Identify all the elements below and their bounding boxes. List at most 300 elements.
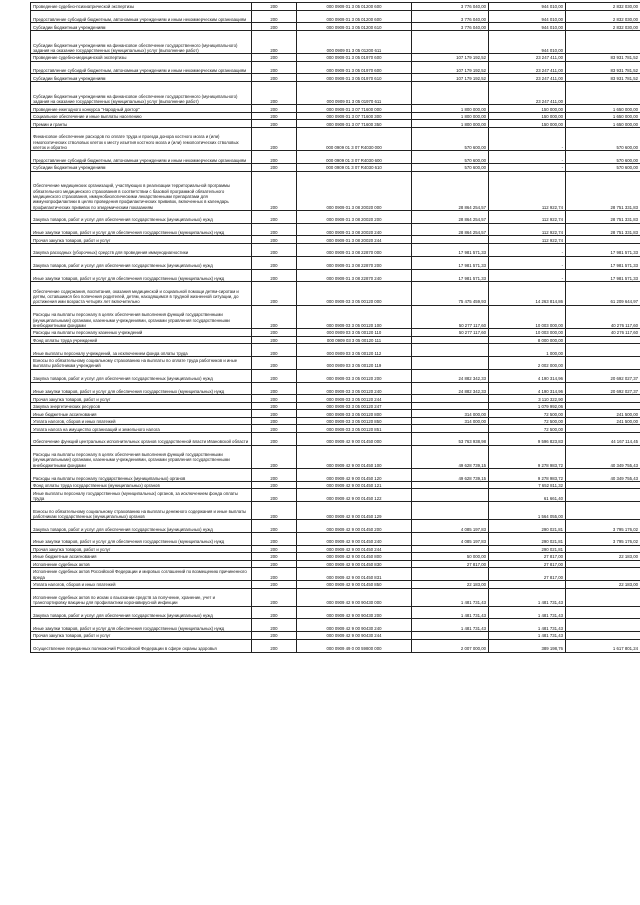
- admin-code-cell: 200: [252, 356, 297, 369]
- table-row: [31, 356, 640, 369]
- executed-amount-cell: 7 652 811,32: [489, 481, 566, 489]
- table-row: [31, 445, 640, 468]
- unexecuted-amount-cell: 83 931 781,52: [566, 54, 640, 62]
- executed-amount-cell: 944 010,00: [489, 10, 566, 23]
- budget-classification-code-cell: 000 0909 01 3 08 20020 240: [297, 223, 412, 236]
- executed-amount-cell: 1 000,00: [489, 344, 566, 357]
- approved-amount-cell: 50 277 117,60: [412, 305, 489, 328]
- executed-amount-cell: 23 247 411,00: [489, 54, 566, 62]
- executed-amount-cell: 27 817,00: [489, 568, 566, 581]
- approved-amount-cell: 28 864 254,57: [412, 210, 489, 223]
- executed-amount-cell: 23 247 411,00: [489, 61, 566, 74]
- admin-code-cell: 200: [252, 120, 297, 128]
- expense-name-cell: Закупка энергетических ресурсов: [31, 402, 252, 410]
- executed-amount-cell: 2 002 000,00: [489, 356, 566, 369]
- approved-amount-cell: [412, 632, 489, 640]
- admin-code-cell: 200: [252, 105, 297, 113]
- table-row: [31, 223, 640, 236]
- budget-classification-code-cell: 000 0909 42 9 00 01450 121: [297, 481, 412, 489]
- unexecuted-amount-cell: [566, 344, 640, 357]
- unexecuted-amount-cell: [566, 481, 640, 489]
- unexecuted-amount-cell: [566, 30, 640, 53]
- unexecuted-amount-cell: 83 931 781,52: [566, 74, 640, 82]
- expense-name-cell: Финансовое обеспечение расходов по оплате труда и проезда донора костного мозга и (или) гемопоэтических стволовых клеток к месту изъятия костного мозга и (или) гемопоэтических стволовых клеток и обратно: [31, 127, 252, 150]
- unexecuted-amount-cell: 61 209 644,97: [566, 282, 640, 305]
- table-row: [31, 417, 640, 425]
- approved-amount-cell: 28 864 254,57: [412, 171, 489, 210]
- approved-amount-cell: 314 000,00: [412, 410, 489, 418]
- budget-report-page: [30, 2, 638, 653]
- unexecuted-amount-cell: 3 795 176,02: [566, 520, 640, 533]
- approved-amount-cell: 314 000,00: [412, 417, 489, 425]
- expense-name-cell: Взносы по обязательному социальному страхованию на выплаты денежного содержания и иные выплаты работникам государственных (муниципальных) органов: [31, 502, 252, 520]
- approved-amount-cell: 53 763 938,98: [412, 432, 489, 445]
- unexecuted-amount-cell: 1 650 000,00: [566, 120, 640, 128]
- approved-amount-cell: 3 776 040,00: [412, 10, 489, 23]
- expense-name-cell: Расходы на выплаты персоналу казенных учреждений: [31, 329, 252, 337]
- executed-amount-cell: 1 564 055,00: [489, 502, 566, 520]
- budget-classification-code-cell: 000 0909 01 3 05 01200 600: [297, 3, 412, 11]
- expense-name-cell: Проведение судебно-медицинской экспертизы: [31, 54, 252, 62]
- executed-amount-cell: 8 000 000,00: [489, 336, 566, 344]
- budget-classification-code-cell: 000 0909 42 9 00 90430 244: [297, 632, 412, 640]
- expense-name-cell: Предоставление субсидий бюджетным, автономным учреждениям и иным некоммерческим организациям: [31, 10, 252, 23]
- executed-amount-cell: -: [489, 164, 566, 172]
- approved-amount-cell: 107 179 192,52: [412, 61, 489, 74]
- unexecuted-amount-cell: [566, 336, 640, 344]
- approved-amount-cell: [412, 336, 489, 344]
- executed-amount-cell: 23 247 411,00: [489, 81, 566, 104]
- executed-amount-cell: 61 661,40: [489, 489, 566, 502]
- table-row: [31, 410, 640, 418]
- table-row: [31, 282, 640, 305]
- unexecuted-amount-cell: [566, 402, 640, 410]
- budget-classification-code-cell: 000 0909 42 9 00 01450 240: [297, 532, 412, 545]
- executed-amount-cell: 1 481 731,43: [489, 632, 566, 640]
- admin-code-cell: 200: [252, 417, 297, 425]
- expense-name-cell: Исполнение судебных актов: [31, 560, 252, 568]
- table-row: [31, 112, 640, 120]
- budget-classification-code-cell: 000 0909 03 3 05 00120 100: [297, 305, 412, 328]
- approved-amount-cell: [412, 425, 489, 433]
- budget-classification-code-cell: 000 0909 03 3 05 00120 851: [297, 425, 412, 433]
- unexecuted-amount-cell: 40 349 755,43: [566, 469, 640, 482]
- unexecuted-amount-cell: 28 751 331,83: [566, 223, 640, 236]
- admin-code-cell: 200: [252, 243, 297, 256]
- expense-name-cell: Взносы по обязательному социальному страхованию на выплаты по оплате труда работников и иные выплаты работникам учреждений: [31, 356, 252, 369]
- budget-classification-code-cell: 000 0909 42 9 00 01450 120: [297, 469, 412, 482]
- approved-amount-cell: 49 628 739,15: [412, 445, 489, 468]
- admin-code-cell: 200: [252, 632, 297, 640]
- unexecuted-amount-cell: 2 832 030,00: [566, 23, 640, 31]
- budget-classification-code-cell: 000 0909 03 3 05 00120 247: [297, 402, 412, 410]
- budget-classification-code-cell: 000 0909 01 3 05 01970 610: [297, 74, 412, 82]
- expense-name-cell: Фонд оплаты труда учреждений: [31, 336, 252, 344]
- expense-name-cell: Иные закупки товаров, работ и услуг для обеспечения государственных (муниципальных) нужд: [31, 619, 252, 632]
- unexecuted-amount-cell: 241 500,00: [566, 417, 640, 425]
- admin-code-cell: 200: [252, 560, 297, 568]
- expense-name-cell: Расходы на выплаты персоналу в целях обеспечения выполнения функций государственными (муниципальными) органами, казенными учреждениями, органами управления государственными внебюджетными фондами: [31, 445, 252, 468]
- expense-name-cell: Осуществление переданных полномочий Российской Федерации в сфере охраны здоровья: [31, 639, 252, 652]
- executed-amount-cell: 4 190 314,96: [489, 382, 566, 395]
- admin-code-cell: 200: [252, 10, 297, 23]
- executed-amount-cell: 290 021,81: [489, 520, 566, 533]
- admin-code-cell: 200: [252, 520, 297, 533]
- table-row: [31, 23, 640, 31]
- unexecuted-amount-cell: 40 276 117,60: [566, 305, 640, 328]
- unexecuted-amount-cell: 28 751 331,83: [566, 171, 640, 210]
- executed-amount-cell: 10 003 000,00: [489, 329, 566, 337]
- table-row: [31, 619, 640, 632]
- table-row: [31, 61, 640, 74]
- approved-amount-cell: 49 628 739,15: [412, 469, 489, 482]
- budget-classification-code-cell: 000 0909 42 9 00 90430 200: [297, 606, 412, 619]
- budget-classification-code-cell: 000 0909 42 9 00 01450 000: [297, 432, 412, 445]
- approved-amount-cell: 3 776 040,00: [412, 23, 489, 31]
- executed-amount-cell: 1 481 731,43: [489, 588, 566, 606]
- unexecuted-amount-cell: 570 600,00: [566, 164, 640, 172]
- table-row: [31, 120, 640, 128]
- executed-amount-cell: 72 500,00: [489, 410, 566, 418]
- table-row: [31, 432, 640, 445]
- executed-amount-cell: 1 079 992,06: [489, 402, 566, 410]
- budget-classification-code-cell: 000 0909 01 3 05 01970 611: [297, 81, 412, 104]
- unexecuted-amount-cell: 241 500,00: [566, 410, 640, 418]
- admin-code-cell: 200: [252, 61, 297, 74]
- admin-code-cell: 200: [252, 54, 297, 62]
- expense-name-cell: Расходы на выплаты персоналу в целях обеспечения выполнения функций государственными (муниципальными) органами, казенными учреждениями, органами управления государственными внебюджетными фондами: [31, 305, 252, 328]
- table-row: [31, 545, 640, 553]
- approved-amount-cell: 50 277 117,60: [412, 329, 489, 337]
- budget-classification-code-cell: 000 0909 42 9 00 01450 129: [297, 502, 412, 520]
- unexecuted-amount-cell: 28 751 331,83: [566, 210, 640, 223]
- budget-classification-code-cell: 000 0909 42 9 00 90430 240: [297, 619, 412, 632]
- budget-classification-code-cell: 000 0909 01 3 08 22870 200: [297, 256, 412, 269]
- admin-code-cell: 200: [252, 619, 297, 632]
- budget-classification-code-cell: 000 0909 49 0 00 59800 000: [297, 639, 412, 652]
- table-row: [31, 581, 640, 589]
- executed-amount-cell: -: [489, 127, 566, 150]
- table-row: [31, 588, 640, 606]
- budget-classification-code-cell: 000 0909 01 3 07 71600 000: [297, 105, 412, 113]
- expense-name-cell: Закупка расходных (уборочных) средств для проведения иммунодиагностики: [31, 243, 252, 256]
- budget-classification-code-cell: 000 0909 01 3 08 20020 244: [297, 236, 412, 244]
- budget-classification-code-cell: 000 0909 01 3 07 71600 300: [297, 112, 412, 120]
- admin-code-cell: 200: [252, 127, 297, 150]
- budget-classification-code-cell: 000 0909 03 3 05 00120 112: [297, 344, 412, 357]
- unexecuted-amount-cell: 44 167 114,45: [566, 432, 640, 445]
- admin-code-cell: 200: [252, 553, 297, 561]
- executed-amount-cell: 27 817,00: [489, 553, 566, 561]
- approved-amount-cell: [412, 395, 489, 403]
- executed-amount-cell: 27 817,00: [489, 560, 566, 568]
- executed-amount-cell: [489, 581, 566, 589]
- table-row: [31, 402, 640, 410]
- table-row: [31, 369, 640, 382]
- budget-classification-code-cell: 000 0909 01 3 08 22870 000: [297, 243, 412, 256]
- unexecuted-amount-cell: 83 931 781,52: [566, 61, 640, 74]
- approved-amount-cell: 50 000,00: [412, 553, 489, 561]
- budget-classification-code-cell: 000 0909 42 9 00 01450 200: [297, 520, 412, 533]
- admin-code-cell: 200: [252, 432, 297, 445]
- expense-name-cell: Иные бюджетные ассигнования: [31, 410, 252, 418]
- budget-classification-code-cell: 000 0909 42 9 00 90430 000: [297, 588, 412, 606]
- approved-amount-cell: 570 600,00: [412, 164, 489, 172]
- admin-code-cell: 200: [252, 81, 297, 104]
- unexecuted-amount-cell: [566, 560, 640, 568]
- approved-amount-cell: 17 981 571,33: [412, 243, 489, 256]
- executed-amount-cell: 112 922,74: [489, 210, 566, 223]
- expense-name-cell: Исполнение судебных актов по искам о взыскании средств за получение, хранение, учет и транспортировку вакцины для профилактики коронавирусной инфекции: [31, 588, 252, 606]
- table-row: [31, 127, 640, 150]
- expense-name-cell: Обеспечение медицинских организаций, участвующих в реализации территориальной программы обязательного медицинского страхования в соответствии с базовой программой обязательного медицинского страхования, иммунобиологическими лекарственными препаратами для иммунопрофилактики в целях проведения профилактических прививок, включенных в календарь профилактических прививок по эпидемическим показаниям: [31, 171, 252, 210]
- table-row: [31, 236, 640, 244]
- admin-code-cell: 200: [252, 639, 297, 652]
- approved-amount-cell: 75 475 459,93: [412, 282, 489, 305]
- unexecuted-amount-cell: [566, 81, 640, 104]
- budget-classification-code-cell: 000 0909 01 3 07 71600 350: [297, 120, 412, 128]
- expense-name-cell: Прочая закупка товаров, работ и услуг: [31, 395, 252, 403]
- table-body: [31, 3, 640, 653]
- approved-amount-cell: [412, 502, 489, 520]
- budget-classification-code-cell: 000 0909 03 3 05 00120 244: [297, 395, 412, 403]
- executed-amount-cell: 150 000,00: [489, 112, 566, 120]
- expense-name-cell: Иные выплаты персоналу учреждений, за исключением фонда оплаты труда: [31, 344, 252, 357]
- unexecuted-amount-cell: [566, 489, 640, 502]
- executed-amount-cell: 1 481 731,43: [489, 619, 566, 632]
- unexecuted-amount-cell: [566, 632, 640, 640]
- budget-classification-code-cell: 000 0909 01 3 07 R4030 600: [297, 151, 412, 164]
- approved-amount-cell: 1 481 731,43: [412, 606, 489, 619]
- approved-amount-cell: 1 800 000,00: [412, 120, 489, 128]
- budget-classification-code-cell: 000 0909 01 3 05 01970 600: [297, 61, 412, 74]
- expense-name-cell: Прочая закупка товаров, работ и услуг: [31, 545, 252, 553]
- table-row: [31, 210, 640, 223]
- table-row: [31, 481, 640, 489]
- expense-name-cell: Иные закупки товаров, работ и услуг для обеспечения государственных (муниципальных) нужд: [31, 223, 252, 236]
- admin-code-cell: 200: [252, 606, 297, 619]
- expense-name-cell: Субсидии бюджетным учреждениям на финансовое обеспечение государственного (муниципального) задания на оказание государственных (муниципальных) услуг (выполнение работ): [31, 81, 252, 104]
- unexecuted-amount-cell: [566, 545, 640, 553]
- approved-amount-cell: [412, 344, 489, 357]
- admin-code-cell: 200: [252, 256, 297, 269]
- expense-name-cell: Уплата налогов, сборов и иных платежей: [31, 417, 252, 425]
- table-row: [31, 329, 640, 337]
- expense-name-cell: Субсидии бюджетным учреждениям на финансовое обеспечение государственного (муниципального) задания на оказание государственных (муниципальных) услуг (выполнение работ): [31, 30, 252, 53]
- unexecuted-amount-cell: 20 692 027,37: [566, 369, 640, 382]
- expense-name-cell: Иные бюджетные ассигнования: [31, 553, 252, 561]
- approved-amount-cell: 1 481 731,43: [412, 619, 489, 632]
- expense-name-cell: Уплата налога на имущество организаций и земельного налога: [31, 425, 252, 433]
- budget-classification-code-cell: 000 0909 42 9 00 01450 800: [297, 553, 412, 561]
- table-row: [31, 305, 640, 328]
- approved-amount-cell: 107 179 192,52: [412, 54, 489, 62]
- table-row: [31, 560, 640, 568]
- budget-classification-code-cell: 000 0909 01 3 08 20020 000: [297, 171, 412, 210]
- budget-classification-code-cell: 000 0909 42 9 00 01450 850: [297, 581, 412, 589]
- executed-amount-cell: 112 922,74: [489, 236, 566, 244]
- expense-name-cell: Прочая закупка товаров, работ и услуг: [31, 632, 252, 640]
- expense-name-cell: Расходы на выплаты персоналу государственных (муниципальных) органов: [31, 469, 252, 482]
- expense-name-cell: Закупка товаров, работ и услуг для обеспечения государственных (муниципальных) нужд: [31, 606, 252, 619]
- unexecuted-amount-cell: [566, 395, 640, 403]
- unexecuted-amount-cell: 570 600,00: [566, 127, 640, 150]
- admin-code-cell: 200: [252, 329, 297, 337]
- approved-amount-cell: 17 981 571,33: [412, 269, 489, 282]
- budget-classification-code-cell: 000 0909 01 3 05 01200 610: [297, 23, 412, 31]
- expense-name-cell: Прочая закупка товаров, работ и услуг: [31, 236, 252, 244]
- table-row: [31, 425, 640, 433]
- executed-amount-cell: 150 000,00: [489, 105, 566, 113]
- table-row: [31, 10, 640, 23]
- budget-classification-code-cell: 000 0909 01 3 05 01200 611: [297, 30, 412, 53]
- approved-amount-cell: 17 981 571,33: [412, 256, 489, 269]
- expense-name-cell: Проведение ежегодного конкурса "Народный доктор": [31, 105, 252, 113]
- expense-name-cell: Субсидии бюджетным учреждениям: [31, 164, 252, 172]
- admin-code-cell: 200: [252, 410, 297, 418]
- table-row: [31, 639, 640, 652]
- table-row: [31, 568, 640, 581]
- executed-amount-cell: 944 010,00: [489, 23, 566, 31]
- unexecuted-amount-cell: 17 981 571,33: [566, 243, 640, 256]
- admin-code-cell: 200: [252, 223, 297, 236]
- budget-classification-code-cell: 000 0909 01 3 08 20020 200: [297, 210, 412, 223]
- admin-code-cell: 200: [252, 545, 297, 553]
- expense-name-cell: Исполнение судебных актов Российской Федерации и мировых соглашений по возмещению причиненного вреда: [31, 568, 252, 581]
- table-row: [31, 382, 640, 395]
- approved-amount-cell: 1 800 000,00: [412, 105, 489, 113]
- budget-classification-code-cell: 000 0909 01 3 07 R4030 610: [297, 164, 412, 172]
- budget-classification-code-cell: 000 0909 03 3 05 00120 800: [297, 410, 412, 418]
- expense-name-cell: Иные закупки товаров, работ и услуг для обеспечения государственных (муниципальных) нужд: [31, 382, 252, 395]
- admin-code-cell: 200: [252, 568, 297, 581]
- admin-code-cell: 200: [252, 369, 297, 382]
- expense-name-cell: Закупка товаров, работ и услуг для обеспечения государственных (муниципальных) нужд: [31, 256, 252, 269]
- admin-code-cell: 200: [252, 481, 297, 489]
- table-row: [31, 3, 640, 11]
- approved-amount-cell: 1 800 000,00: [412, 112, 489, 120]
- unexecuted-amount-cell: 20 692 027,37: [566, 382, 640, 395]
- admin-code-cell: 200: [252, 164, 297, 172]
- admin-code-cell: 200: [252, 402, 297, 410]
- table-row: [31, 74, 640, 82]
- admin-code-cell: 200: [252, 282, 297, 305]
- expense-name-cell: Уплата налогов, сборов и иных платежей: [31, 581, 252, 589]
- expense-name-cell: Обеспечение функций центральных исполнительных органов государственной власти Ивановской области: [31, 432, 252, 445]
- table-row: [31, 243, 640, 256]
- budget-classification-code-cell: 000 0909 03 3 05 00120 200: [297, 369, 412, 382]
- table-row: [31, 30, 640, 53]
- table-row: [31, 256, 640, 269]
- expense-name-cell: Проведение судебно-психиатрической экспертизы: [31, 3, 252, 11]
- executed-amount-cell: 14 263 814,86: [489, 282, 566, 305]
- expense-name-cell: Иные выплаты персоналу государственных (муниципальных) органов, за исключением фонда оплаты труда: [31, 489, 252, 502]
- unexecuted-amount-cell: [566, 356, 640, 369]
- executed-amount-cell: 290 021,81: [489, 532, 566, 545]
- table-row: [31, 632, 640, 640]
- executed-amount-cell: 944 010,00: [489, 3, 566, 11]
- executed-amount-cell: 150 000,00: [489, 120, 566, 128]
- executed-amount-cell: 72 500,00: [489, 417, 566, 425]
- budget-classification-code-cell: 000 0909 42 9 00 01450 831: [297, 568, 412, 581]
- admin-code-cell: 200: [252, 395, 297, 403]
- unexecuted-amount-cell: 22 183,00: [566, 581, 640, 589]
- table-row: [31, 502, 640, 520]
- table-row: [31, 336, 640, 344]
- table-row: [31, 269, 640, 282]
- table-row: [31, 395, 640, 403]
- table-row: [31, 532, 640, 545]
- admin-code-cell: 200: [252, 210, 297, 223]
- approved-amount-cell: [412, 236, 489, 244]
- approved-amount-cell: [412, 568, 489, 581]
- executed-amount-cell: -: [489, 256, 566, 269]
- table-row: [31, 489, 640, 502]
- expense-name-cell: Закупка товаров, работ и услуг для обеспечения государственных (муниципальных) нужд: [31, 520, 252, 533]
- budget-classification-code-cell: 000 0909 03 3 05 00120 111: [297, 336, 412, 344]
- executed-amount-cell: 1 481 731,43: [489, 606, 566, 619]
- budget-classification-code-cell: 000 0909 42 9 00 01450 830: [297, 560, 412, 568]
- unexecuted-amount-cell: [566, 619, 640, 632]
- executed-amount-cell: -: [489, 269, 566, 282]
- executed-amount-cell: 23 247 411,00: [489, 74, 566, 82]
- table-row: [31, 54, 640, 62]
- expense-name-cell: Премии и гранты: [31, 120, 252, 128]
- admin-code-cell: 200: [252, 269, 297, 282]
- admin-code-cell: 200: [252, 344, 297, 357]
- unexecuted-amount-cell: 2 832 030,00: [566, 3, 640, 11]
- approved-amount-cell: 4 085 197,83: [412, 520, 489, 533]
- admin-code-cell: 200: [252, 74, 297, 82]
- unexecuted-amount-cell: 570 600,00: [566, 151, 640, 164]
- approved-amount-cell: 3 776 040,00: [412, 3, 489, 11]
- executed-amount-cell: 112 922,74: [489, 223, 566, 236]
- table-row: [31, 171, 640, 210]
- expense-name-cell: Предоставление субсидий бюджетным, автономным учреждениям и иным некоммерческим организациям: [31, 61, 252, 74]
- executed-amount-cell: 944 010,00: [489, 30, 566, 53]
- admin-code-cell: 200: [252, 3, 297, 11]
- admin-code-cell: 200: [252, 425, 297, 433]
- approved-amount-cell: 570 600,00: [412, 151, 489, 164]
- table-row: [31, 105, 640, 113]
- expense-name-cell: Закупка товаров, работ и услуг для обеспечения государственных (муниципальных) нужд: [31, 369, 252, 382]
- admin-code-cell: 200: [252, 236, 297, 244]
- admin-code-cell: 200: [252, 445, 297, 468]
- approved-amount-cell: 4 085 197,83: [412, 532, 489, 545]
- expense-name-cell: Социальное обеспечение и иные выплаты населению: [31, 112, 252, 120]
- admin-code-cell: 200: [252, 502, 297, 520]
- budget-classification-code-cell: 000 0909 03 3 05 00120 850: [297, 417, 412, 425]
- unexecuted-amount-cell: 1 650 000,00: [566, 105, 640, 113]
- expense-name-cell: Иные закупки товаров, работ и услуг для обеспечения государственных (муниципальных) нужд: [31, 532, 252, 545]
- admin-code-cell: 200: [252, 469, 297, 482]
- unexecuted-amount-cell: [566, 236, 640, 244]
- admin-code-cell: 200: [252, 112, 297, 120]
- executed-amount-cell: 9 278 983,72: [489, 445, 566, 468]
- executed-amount-cell: 112 922,74: [489, 171, 566, 210]
- table-row: [31, 81, 640, 104]
- approved-amount-cell: [412, 481, 489, 489]
- table-row: [31, 469, 640, 482]
- unexecuted-amount-cell: 1 617 801,24: [566, 639, 640, 652]
- approved-amount-cell: 107 179 192,52: [412, 74, 489, 82]
- table-row: [31, 344, 640, 357]
- approved-amount-cell: 24 882 342,33: [412, 369, 489, 382]
- approved-amount-cell: 28 864 254,57: [412, 223, 489, 236]
- admin-code-cell: 200: [252, 382, 297, 395]
- expense-name-cell: Иные закупки товаров, работ и услуг для обеспечения государственных (муниципальных) нужд: [31, 269, 252, 282]
- table-row: [31, 164, 640, 172]
